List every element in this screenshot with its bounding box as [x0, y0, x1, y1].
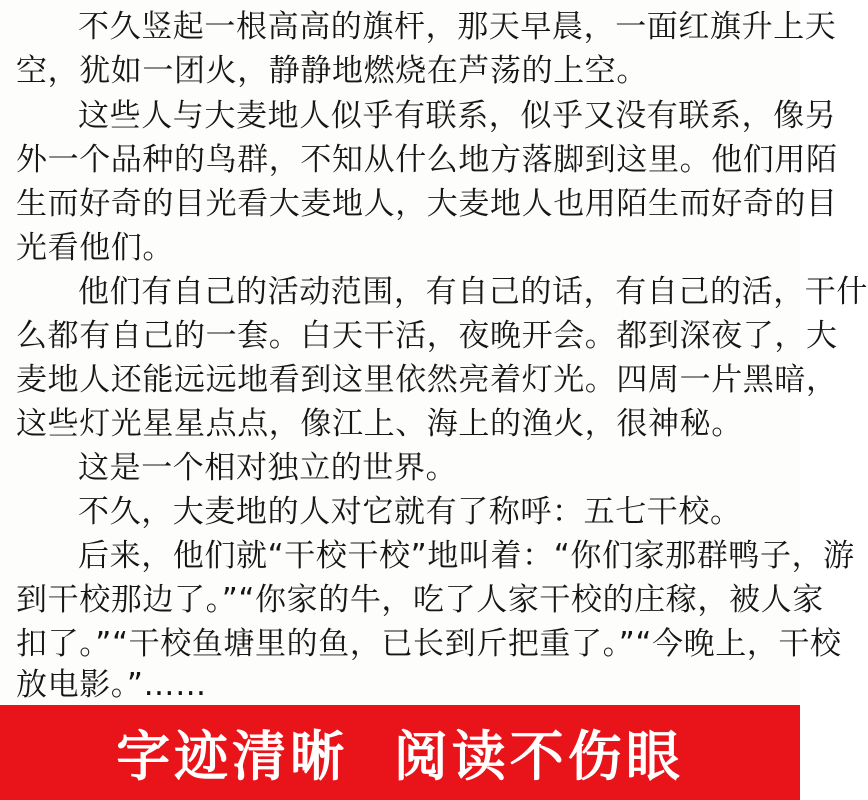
- text-line: 么都有自己的一套。白天干活，夜晚开会。都到深夜了，大: [16, 318, 838, 354]
- text-line: 这些灯光星星点点，像江上、海上的渔火，很神秘。: [16, 406, 743, 442]
- text-line: 扣了。”“干校鱼塘里的鱼，已长到斤把重了。”“今晚上，干校: [16, 626, 842, 662]
- text-line: 空，犹如一团火，静静地燃烧在芦荡的上空。: [16, 53, 648, 89]
- text-line: 外一个品种的鸟群，不知从什么地方落脚到这里。他们用陌: [16, 142, 838, 178]
- text-line: 放电影。”……: [16, 667, 207, 703]
- promo-banner: [0, 705, 800, 800]
- text-line: 生而好奇的目光看大麦地人，大麦地人也用陌生而好奇的目: [16, 186, 838, 222]
- text-line: 这些人与大麦地人似乎有联系，似乎又没有联系，像另: [78, 98, 837, 134]
- text-line: 这是一个相对独立的世界。: [78, 450, 458, 486]
- banner-text: 字迹清晰 阅读不伤眼: [116, 725, 684, 788]
- text-line: 后来，他们就“干校干校”地叫着：“你们家那群鸭子，游: [78, 538, 855, 574]
- text-line: 不久，大麦地的人对它就有了称呼：五七干校。: [78, 494, 742, 530]
- text-line: 麦地人还能远远地看到这里依然亮着灯光。四周一片黑暗，: [16, 362, 838, 398]
- text-line: 他们有自己的活动范围，有自己的话，有自己的活，干什: [78, 274, 868, 310]
- text-line: 到干校那边了。”“你家的牛，吃了人家干校的庄稼，被人家: [16, 582, 824, 618]
- text-line: 光看他们。: [16, 230, 174, 266]
- text-line: 不久竖起一根高高的旗杆，那天早晨，一面红旗升上天: [78, 9, 837, 45]
